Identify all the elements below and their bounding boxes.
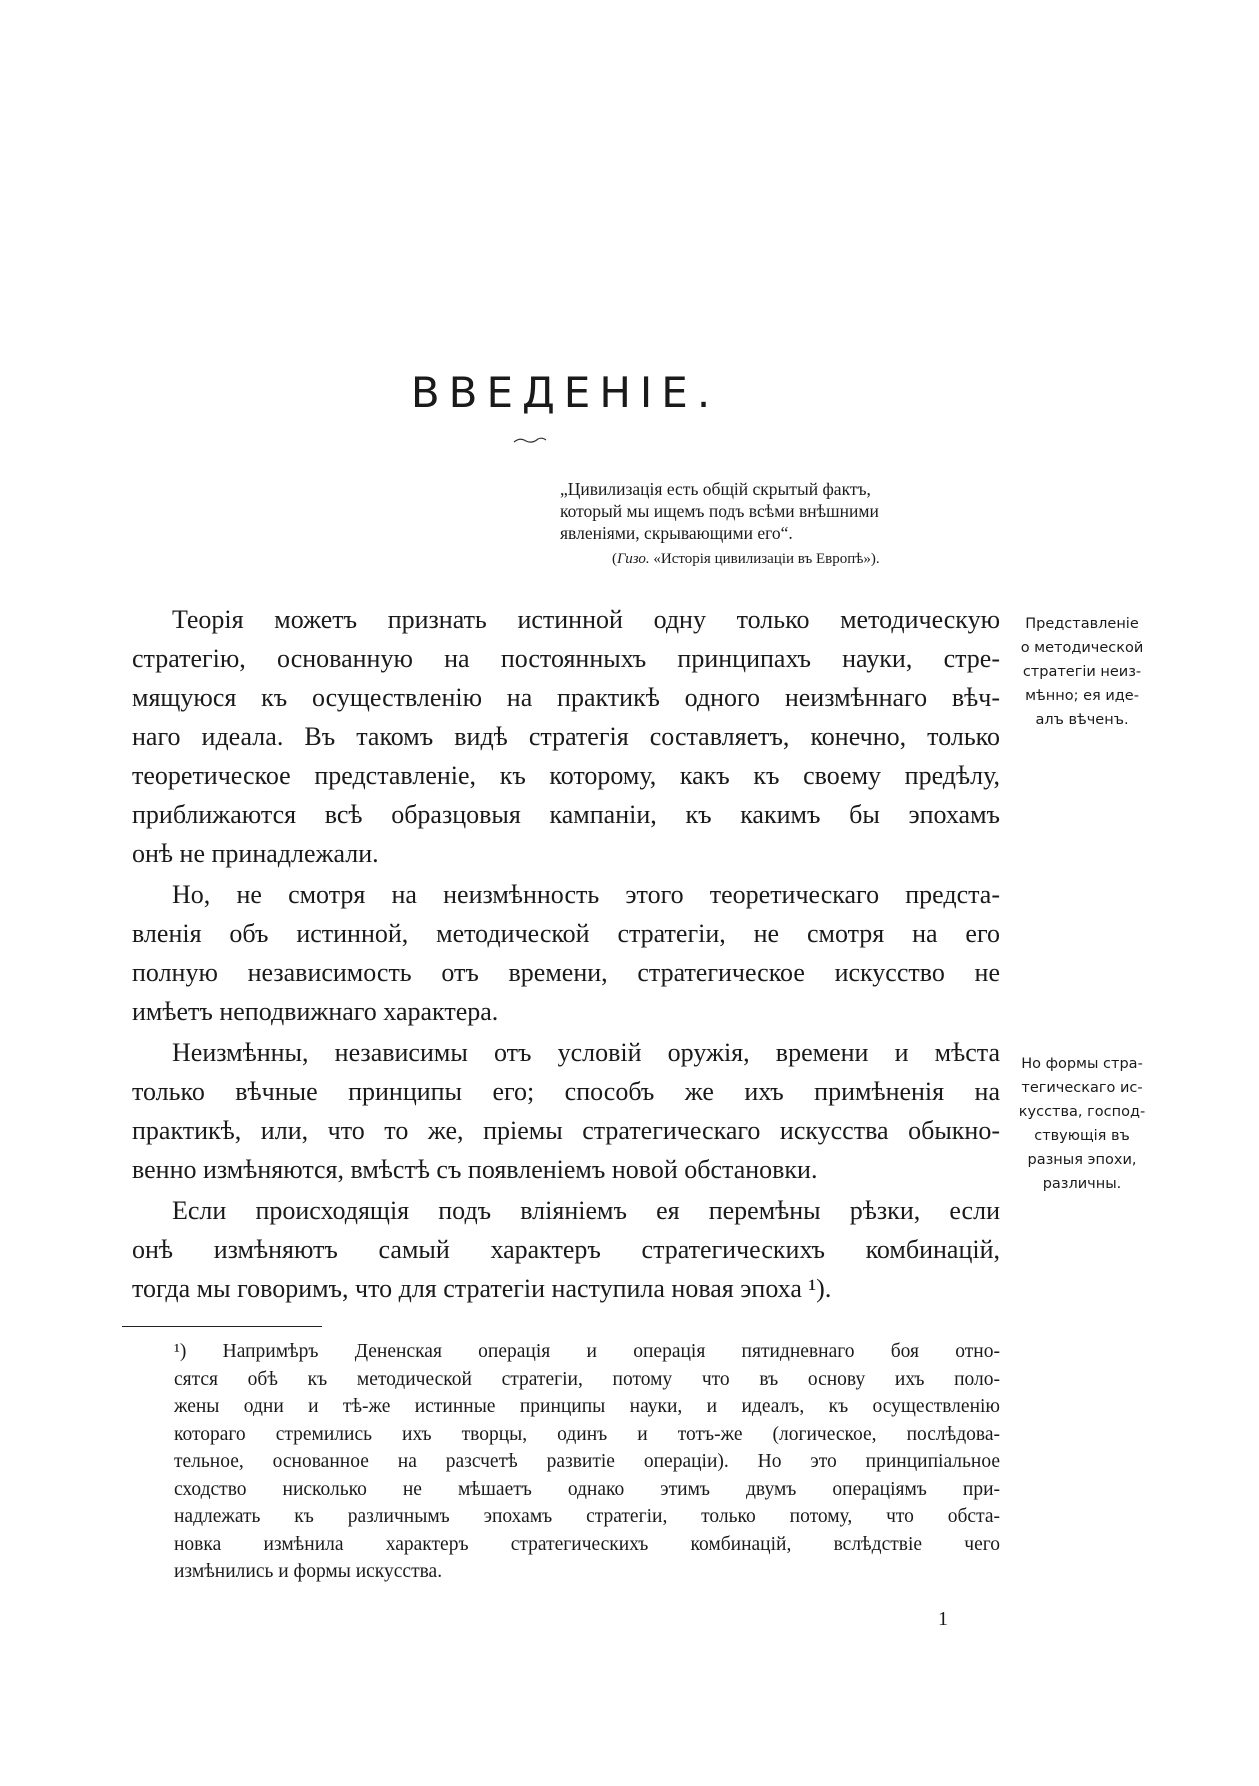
footnote-line: надлежать къ различнымъ эпохамъ стратегіи, только потому, что обста-	[174, 1506, 1000, 1527]
margin-note-1	[1012, 612, 1152, 732]
margin-note-line: разныя эпохи,	[1027, 1152, 1137, 1168]
margin-note-line: Но формы стра-	[1021, 1056, 1143, 1072]
margin-note-line: ствующія въ	[1034, 1128, 1130, 1144]
text-line: тогда мы говоримъ, что для стратегіи наступила новая эпоха ¹).	[132, 1274, 832, 1303]
text-line: Неизмѣнны, независимы отъ условій оружія, времени и мѣста	[172, 1038, 1000, 1067]
paragraph-1	[132, 600, 1000, 873]
footnote-divider	[122, 1326, 322, 1327]
text-line: только вѣчные принципы его; способъ же ихъ примѣненія на	[132, 1077, 1000, 1106]
text-line: онѣ измѣняютъ самый характеръ стратегическихъ комбинацій,	[132, 1235, 1000, 1264]
text-line: онѣ не принадлежали.	[132, 839, 379, 868]
epigraph-line: который мы ищемъ подъ всѣми внѣшними	[560, 501, 879, 521]
margin-note-line: различны.	[1042, 1176, 1122, 1192]
paragraph-3	[132, 1033, 1000, 1189]
title-flourish-ornament	[512, 436, 548, 444]
text-line: приближаются всѣ образцовыя кампаніи, къ какимъ бы эпохамъ	[132, 800, 1000, 829]
text-line: венно измѣняются, вмѣстѣ съ появленіемъ новой обстановки.	[132, 1155, 818, 1184]
text-line: вленія объ истинной, методической стратегіи, не смотря на его	[132, 919, 1000, 948]
epigraph	[560, 478, 1000, 544]
footnote-line: тельное, основанное на разсчетѣ развитіе операціи). Но это принципіальное	[174, 1451, 1000, 1472]
margin-note-2	[1012, 1052, 1152, 1196]
page-number: 1	[938, 1608, 948, 1630]
epigraph-source: (Гизо. «Исторія цивилизаціи въ Европѣ»).	[612, 551, 880, 567]
epigraph-author: Гизо.	[617, 551, 650, 567]
text-line: полную независимость отъ времени, стратегическое искусство не	[132, 958, 1000, 987]
footnote-line: сходство нисколько не мѣшаетъ однако этимъ двумъ операціямъ при-	[174, 1478, 1000, 1500]
epigraph-line: явленіями, скрывающими его“.	[560, 523, 793, 543]
text-line: теоретическое представленіе, къ которому, какъ къ своему предѣлу,	[132, 761, 1000, 790]
text-line: стратегію, основанную на постоянныхъ принципахъ науки, стре-	[132, 644, 1000, 673]
epigraph-title: «Исторія цивилизаціи въ Европѣ»).	[653, 551, 880, 567]
margin-note-line: Представленіе	[1025, 616, 1139, 632]
text-line: наго идеала. Въ такомъ видѣ стратегія составляетъ, конечно, только	[132, 722, 1000, 751]
epigraph-line: „Цивилизація есть общій скрытый фактъ,	[560, 479, 871, 499]
margin-note-line: кусства, господ-	[1018, 1104, 1146, 1120]
text-line: имѣетъ неподвижнаго характера.	[132, 997, 499, 1026]
text-line: мящуюся къ осуществленію на практикѣ одного неизмѣннаго вѣч-	[132, 683, 1000, 712]
footnote-line: измѣнились и формы искусства.	[174, 1561, 443, 1582]
text-line: практикѣ, или, что то же, пріемы стратегическаго искусства обыкно-	[132, 1116, 1000, 1145]
margin-note-line: тегическаго ис-	[1021, 1080, 1143, 1096]
text-line: Но, не смотря на неизмѣнность этого теоретическаго предста-	[172, 880, 1000, 909]
footnote-line: новка измѣнила характеръ стратегическихъ комбинацій, вслѣдствіе чего	[174, 1533, 1000, 1555]
margin-note-line: стратегіи неиз-	[1022, 664, 1142, 680]
margin-note-line: мѣнно; ея иде-	[1025, 688, 1139, 704]
footnote-line: сятся обѣ къ методической стратегіи, потому что въ основу ихъ поло-	[174, 1368, 1000, 1390]
footnote	[174, 1338, 1000, 1586]
footnote-line: котораго стремились ихъ творцы, одинъ и тотъ-же (логическое, послѣдова-	[174, 1423, 1000, 1445]
chapter-title: ВВЕДЕНІЕ.	[410, 368, 720, 417]
text-line: Если происходящія подъ вліяніемъ ея перемѣны рѣзки, если	[172, 1196, 1000, 1225]
footnote-line: жены одни и тѣ-же истинные принципы науки, и идеалъ, къ осуществленію	[174, 1396, 1000, 1417]
text-line: Теорія можетъ признать истинной одну только методическую	[172, 605, 1000, 634]
paragraph-2	[132, 875, 1000, 1031]
footnote-line: ¹) Напримѣръ Дененская операція и операція пятидневнаго боя отно-	[174, 1341, 1000, 1362]
paragraph-4	[132, 1191, 1000, 1308]
margin-note-line: о методической	[1020, 640, 1144, 656]
margin-note-line: алъ вѣченъ.	[1035, 712, 1129, 728]
main-text	[132, 600, 1000, 1310]
